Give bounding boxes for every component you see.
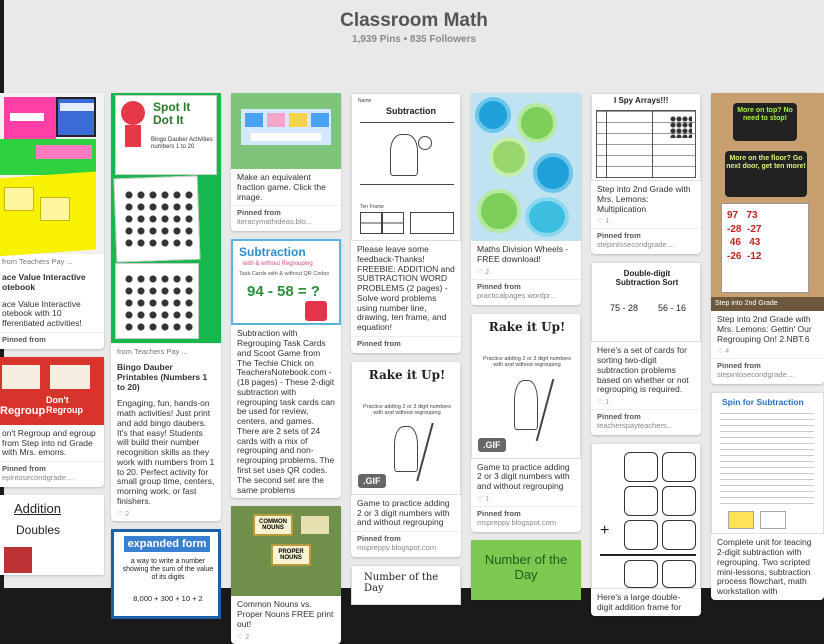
art-banner: More on top? No need to stop! xyxy=(733,103,797,141)
pin-source-domain: epintosecondgrade.... xyxy=(2,473,75,483)
pin-card[interactable] xyxy=(471,540,581,600)
pin-description: Game to practice adding 2 or 3 digit numbers with and without regrouping xyxy=(477,461,570,492)
pin-likes[interactable]: ♡ 2 xyxy=(477,268,490,276)
pin-description: Common Nouns vs. Proper Nouns FREE print out! xyxy=(237,599,334,629)
art-tag: Task Cards with & without QR Codes xyxy=(239,271,330,278)
pin-source-label: Pinned from xyxy=(2,464,46,474)
pin-column-5 xyxy=(471,93,581,588)
pin-image[interactable] xyxy=(471,540,581,600)
pin-description: Step into 2nd Grade with Mrs. Lemons: Gettin' Our Regrouping On! 2.NBT.6 xyxy=(717,314,812,344)
pin-like-count: 1 xyxy=(605,218,610,226)
pin-source-domain: mspreppy.blogspot.com xyxy=(477,517,557,527)
pin-title: Bingo Dauber Printables (Numbers 1 to 20) xyxy=(117,362,208,392)
pin-image[interactable] xyxy=(351,93,461,241)
art-subtitle: Practice adding 2 or 3 digit numbers with and without regrouping xyxy=(482,355,572,368)
pin-source-domain: mspreppy.blogspot.com xyxy=(357,543,437,553)
pin-source-label: Pinned from xyxy=(477,281,521,291)
pin-column-4 xyxy=(351,93,461,595)
pin-image[interactable] xyxy=(711,392,824,534)
pin-image[interactable]: + xyxy=(591,443,701,589)
pin-source[interactable] xyxy=(231,205,341,231)
pin-like-count: 2 xyxy=(125,510,130,518)
pin-description: Please leave some feedback-Thanks! FREEBIE: ADDITION and SUBTRACTION WORD PROBLEMS (2 pages) - Solve word problems using number line, drawing, ten frame, and equation! xyxy=(357,244,455,333)
pin-card[interactable] xyxy=(0,93,104,349)
pin-description: on't Regroup and egroup from Step into nd Grade with Mrs. emons. xyxy=(2,427,96,458)
pin-source-label: Pinned from xyxy=(2,334,46,344)
pin-source-label: Pinned from xyxy=(237,208,281,218)
pin-card[interactable] xyxy=(711,392,824,600)
pin-likes[interactable]: ♡ 4 xyxy=(717,348,730,356)
board-stats[interactable]: 1,939 Pins • 835 Followers xyxy=(351,34,477,45)
pin-card[interactable] xyxy=(471,313,581,532)
pin-like-count: 2 xyxy=(485,268,490,276)
art-subtitle: a way to write a number showing the sum of the value of its digits xyxy=(122,557,214,581)
pin-description: Complete unit for teacing 2-digit subtraction with regrouping. Two scripted mini-lessons, subtraction process flowchart, math workstation with xyxy=(717,537,812,597)
pin-source-label: Pinned from xyxy=(597,231,641,241)
art-equation: 94 - 58 = ? xyxy=(247,283,320,301)
pin-likes[interactable]: ♡ 2 xyxy=(237,633,250,641)
pin-source-domain: iteracymathideas.blo... xyxy=(237,217,313,227)
pin-source-domain: practicalpages.wordpr... xyxy=(477,290,557,300)
art-title: Subtraction xyxy=(386,106,437,116)
pin-image[interactable] xyxy=(471,93,581,241)
pin-source-domain: teacherspayteachers... xyxy=(597,421,673,431)
pin-card[interactable] xyxy=(351,361,461,557)
art-proper-nouns: PROPER NOUNS xyxy=(271,544,311,566)
art-title: Rake it Up! xyxy=(488,319,566,334)
pin-source[interactable] xyxy=(471,279,581,305)
pin-source-label: Pinned from xyxy=(357,338,401,348)
pin-column-1 xyxy=(0,93,104,588)
pin-card[interactable] xyxy=(351,565,461,605)
pin-like-count: 1 xyxy=(605,399,610,407)
pin-description: ace Value Interactive otebook with 10 fferentiated activities! xyxy=(2,298,82,329)
art-name-label: Name xyxy=(358,98,372,104)
pin-image[interactable] xyxy=(351,565,461,605)
pin-description: Step into 2nd Grade with Mrs. Lemons: Multiplication xyxy=(597,184,691,214)
pin-card[interactable] xyxy=(0,357,104,487)
pin-column-7 xyxy=(711,93,824,597)
gif-badge: .GIF xyxy=(478,438,506,452)
caption: Step into 2nd Grade xyxy=(711,297,824,311)
pin-description: Engaging, fun, hands-on math activities! Just print and add bingo daubers. It's that easy! Students will build their number recognition skills as they work with numbers from 1 to 20. Perfect activity for small group time, centers, morning work, or fast finishers. xyxy=(117,398,215,506)
art-footer: Ten Frame xyxy=(360,204,384,210)
art-text-regroup: Regroup xyxy=(0,404,46,417)
pin-description: Maths Division Wheels - FREE download! xyxy=(477,244,569,264)
pin-like-count: 2 xyxy=(245,633,250,641)
pin-source[interactable] xyxy=(591,228,701,254)
art-title: Addition xyxy=(14,501,61,517)
pin-source[interactable] xyxy=(351,336,461,353)
pin-card[interactable] xyxy=(231,93,341,231)
pin-card[interactable] xyxy=(471,93,581,305)
pin-likes[interactable]: ♡ 1 xyxy=(477,495,490,503)
pin-source[interactable] xyxy=(0,461,104,487)
pin-image[interactable] xyxy=(591,93,701,181)
pin-image[interactable] xyxy=(231,506,341,596)
pin-card[interactable] xyxy=(231,506,341,643)
pin-source-label: Pinned from xyxy=(357,534,401,544)
pin-image[interactable] xyxy=(351,361,461,495)
pin-image[interactable] xyxy=(0,357,104,425)
art-title: Rake it Up! xyxy=(368,367,446,382)
gif-badge: .GIF xyxy=(358,474,386,488)
pin-image[interactable] xyxy=(231,93,341,169)
pin-source[interactable] xyxy=(0,332,104,349)
art-title: Double-digit Subtraction Sort xyxy=(615,269,679,288)
pin-image[interactable] xyxy=(111,529,221,619)
pin-source[interactable] xyxy=(351,531,461,557)
art-equation: 8,000 + 300 + 10 + 2 xyxy=(133,593,203,603)
art-title: Subtraction xyxy=(239,245,306,260)
art-text-dont-regroup: Don't Regroup xyxy=(46,394,83,415)
pin-card[interactable] xyxy=(0,495,104,575)
board-title: Classroom Math xyxy=(340,10,488,31)
pin-likes[interactable]: ♡ 1 xyxy=(597,218,610,226)
pin-source-domain: stepintosecondgrade.... xyxy=(597,240,675,250)
art-title: Number of the Day xyxy=(484,551,568,583)
art-title: Spot It Dot It xyxy=(153,100,191,128)
art-subtitle: Bingo Dauber Activities numbers 1 to 20 xyxy=(151,137,213,150)
pin-description: Here's a set of cards for sorting two-digit subtraction problems based on whether or not regrouping is required. xyxy=(597,345,689,395)
pin-column-2 xyxy=(111,93,221,603)
pin-via[interactable]: from Teachers Pay ... xyxy=(111,343,221,359)
pin-description: Here's a large double-digit addition frame for xyxy=(597,592,682,612)
pin-card[interactable] xyxy=(591,443,701,616)
pin-card[interactable] xyxy=(591,93,701,254)
pin-image[interactable] xyxy=(471,313,581,459)
art-banner-2: More on the floor? Go next door, get ten more! xyxy=(725,151,807,197)
pin-image[interactable] xyxy=(231,239,341,325)
pin-card[interactable] xyxy=(351,93,461,353)
pin-source[interactable] xyxy=(471,506,581,532)
art-subtitle: Doubles xyxy=(16,523,61,538)
pin-source-label: Pinned from xyxy=(477,508,521,518)
pin-via[interactable]: from Teachers Pay ... xyxy=(0,253,104,269)
art-title: expanded form xyxy=(124,536,210,552)
pin-image[interactable]: More on top? No need to stop! More on the floor? Go next door, get ten more! 97 73 -28 -27 46 43 -26 -12 Step into 2nd Grade xyxy=(711,93,824,311)
pin-image[interactable] xyxy=(111,93,221,343)
art-title: I Spy Arrays!!! xyxy=(614,96,669,105)
art-title: Number of the Day xyxy=(364,572,439,595)
pin-card[interactable] xyxy=(591,262,701,435)
pin-image[interactable] xyxy=(591,262,701,342)
art-title: Spin for Subtraction xyxy=(722,397,804,408)
pin-image[interactable] xyxy=(0,93,104,253)
pin-like-count: 1 xyxy=(485,495,490,503)
art-subtitle: with & without Regrouping xyxy=(243,261,313,268)
pin-card[interactable] xyxy=(231,239,341,498)
pin-description: Game to practice adding 2 or 3 digit numbers with and without regrouping xyxy=(357,497,450,528)
pin-likes[interactable]: ♡ 2 xyxy=(117,510,130,518)
art-problem-a: 75 - 28 xyxy=(610,303,639,314)
pin-source[interactable] xyxy=(591,409,701,435)
pin-source-label: Pinned from xyxy=(717,361,761,371)
pin-column-6 xyxy=(591,93,701,612)
art-subtitle: Practice adding 2 or 3 digit numbers with and without regrouping xyxy=(362,403,452,416)
art-problem-b: 56 - 16 xyxy=(658,303,687,314)
pin-source[interactable] xyxy=(711,358,824,384)
pin-card[interactable] xyxy=(111,529,221,619)
pin-title: ace Value Interactive otebook xyxy=(2,272,86,292)
pin-description: Subtraction with Regrouping Task Cards and Scoot Game from The Techie Chick on TeachersNotebook.com - (18 pages) - These 2-digit subtraction with regrouping task cards can be used for review, centers, and games. There are 2 sets of 24 cards with a mix of regrouping and non-regrouping problems. The first set uses QR codes. The second set are the same problems xyxy=(237,328,335,495)
pin-like-count: 4 xyxy=(725,348,730,356)
art-common-nouns: COMMON NOUNS xyxy=(253,514,293,536)
pin-source-domain: stepintosecondgrade.... xyxy=(717,370,795,380)
pin-description: Make an equivalent fraction game. Click the image. xyxy=(237,172,326,202)
board-header xyxy=(4,0,824,78)
pin-column-3 xyxy=(231,93,341,641)
pin-source-label: Pinned from xyxy=(597,412,641,422)
pin-card[interactable] xyxy=(111,93,221,521)
pin-image[interactable] xyxy=(0,495,104,575)
pin-card[interactable] xyxy=(711,93,824,384)
pin-likes[interactable]: ♡ 1 xyxy=(597,399,610,407)
